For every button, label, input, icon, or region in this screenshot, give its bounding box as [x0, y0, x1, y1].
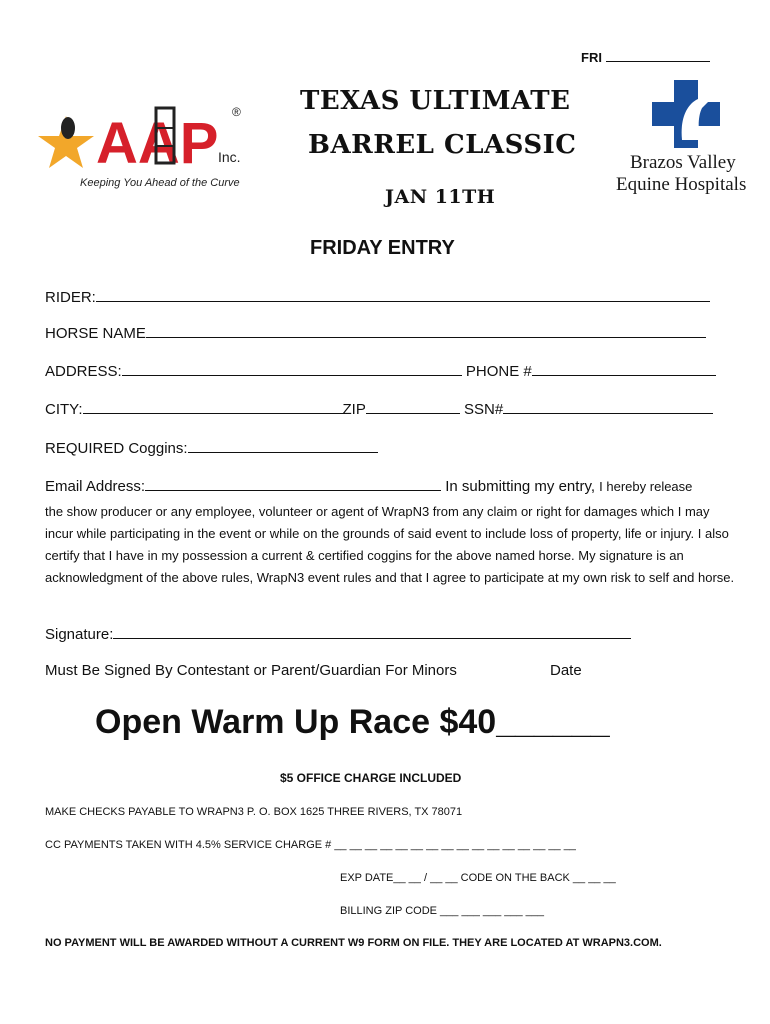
rider-label: RIDER:	[45, 289, 96, 306]
horse-row	[45, 323, 706, 342]
address-input[interactable]	[122, 361, 462, 376]
signature-row	[45, 624, 631, 643]
zip-label: ZIP	[342, 401, 366, 418]
release-intro-small: I hereby release	[599, 479, 693, 494]
email-row	[45, 476, 692, 495]
city-input[interactable]	[83, 399, 343, 414]
phone-label: PHONE #	[465, 363, 532, 380]
signature-note: Must Be Signed By Contestant or Parent/Guardian For Minors	[45, 662, 457, 679]
event-date: JAN 11TH	[385, 186, 496, 208]
signature-label: Signature:	[45, 626, 114, 643]
form-title: FRIDAY ENTRY	[310, 237, 455, 259]
city-label: CITY:	[45, 401, 83, 418]
city-row	[45, 399, 713, 418]
fri-blank[interactable]	[606, 51, 710, 62]
event-title-line1: TEXAS ULTIMATE	[300, 86, 571, 116]
aap-logo	[36, 88, 256, 198]
bv-line1: Brazos Valley	[630, 152, 736, 173]
race-label: Open Warm Up Race $40	[95, 703, 497, 741]
fri-label: FRI	[581, 50, 602, 65]
office-charge: $5 OFFICE CHARGE INCLUDED	[280, 771, 462, 785]
aap-tagline: Keeping You Ahead of the Curve	[80, 177, 240, 189]
ssn-label: SSN#	[464, 401, 504, 418]
brazos-valley-logo	[612, 80, 762, 200]
date-label: Date	[550, 662, 582, 679]
aap-logo-graphic	[36, 88, 256, 198]
aap-inc: Inc.	[218, 149, 241, 165]
address-label: ADDRESS:	[45, 363, 122, 380]
coggins-label: REQUIRED Coggins:	[45, 440, 188, 457]
event-title-line2: BARREL CLASSIC	[308, 130, 577, 160]
release-intro: In submitting my entry,	[445, 478, 595, 495]
coggins-row	[45, 438, 378, 457]
email-input[interactable]	[145, 476, 441, 491]
aap-mark-text: AAP	[96, 111, 219, 176]
email-label: Email Address:	[45, 478, 146, 495]
horse-input[interactable]	[146, 323, 706, 338]
cc-payments[interactable]: CC PAYMENTS TAKEN WITH 4.5% SERVICE CHARGE # __ __ __ __ __ __ __ __ __ __ __ __ __ __ __ __	[45, 839, 576, 851]
cross-horse-icon	[652, 80, 722, 150]
zip-input[interactable]	[366, 399, 460, 414]
rider-input[interactable]	[96, 287, 710, 302]
fri-field	[581, 50, 710, 65]
no-payment-notice: NO PAYMENT WILL BE AWARDED WITHOUT A CURRENT W9 FORM ON FILE. THEY ARE LOCATED AT WRAPN3.COM.	[45, 937, 662, 949]
oil-drop-icon	[61, 117, 75, 139]
rider-row	[45, 287, 710, 306]
race-entry	[95, 703, 610, 742]
aap-reg: ®	[232, 105, 241, 119]
signature-input[interactable]	[113, 624, 631, 639]
bv-line2: Equine Hospitals	[616, 174, 747, 195]
release-paragraph: the show producer or any employee, volunteer or agent of WrapN3 from any claim or right for damages which I may incur while participating in the event or while on the grounds of said event to include loss of property, life or injury. I also certify that I have in my possession a current & certified coggins for the above named horse. My signature is an acknowledgment of the above rules, WrapN3 event rules and that I agree to participate at my own risk to self and horse.	[45, 504, 735, 585]
horse-label: HORSE NAME	[45, 325, 146, 342]
make-checks: MAKE CHECKS PAYABLE TO WRAPN3 P. O. BOX 1625 THREE RIVERS, TX 78071	[45, 806, 463, 818]
phone-input[interactable]	[532, 361, 716, 376]
coggins-input[interactable]	[188, 438, 378, 453]
ssn-input[interactable]	[503, 399, 713, 414]
address-row	[45, 361, 716, 380]
exp-date[interactable]: EXP DATE__ __ / __ __ CODE ON THE BACK __ __ __	[340, 872, 616, 884]
billing-zip[interactable]: BILLING ZIP CODE ___ ___ ___ ___ ___	[340, 905, 545, 917]
race-blank[interactable]: ______	[496, 703, 610, 741]
